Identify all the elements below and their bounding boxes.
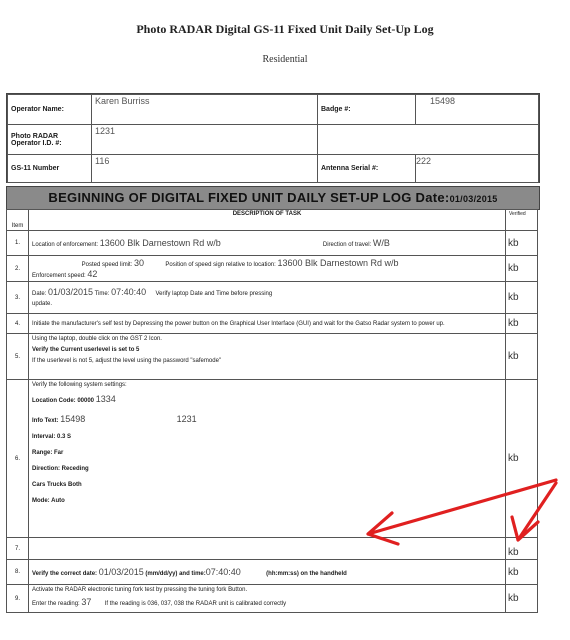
verified-initials: kb bbox=[506, 560, 538, 585]
tuning-fork-instruction: Activate the RADAR electronic tuning fork test by pressing the tuning fork Button. bbox=[32, 587, 248, 593]
banner-text: BEGINNING OF DIGITAL FIXED UNIT DAILY SET-UP LOG Date: bbox=[48, 190, 450, 205]
table-row bbox=[7, 256, 538, 282]
table-row bbox=[7, 282, 538, 314]
date-value: 01/03/2015 bbox=[48, 287, 94, 297]
table-row bbox=[7, 231, 538, 256]
time-label: Time: bbox=[94, 291, 110, 297]
document-subtitle: Residential bbox=[262, 54, 308, 65]
gst-instruction: Using the laptop, double click on the GST 2 Icon. bbox=[32, 336, 162, 342]
description-column-header: DESCRIPTION OF TASK bbox=[29, 210, 506, 231]
correct-date-label: Verify the correct date: bbox=[32, 571, 98, 577]
enforcement-speed-label: Enforcement speed: bbox=[32, 273, 86, 279]
handheld-time-value: 07:40:40 bbox=[205, 567, 241, 577]
table-row bbox=[7, 560, 538, 585]
row-number: 1. bbox=[7, 231, 29, 256]
task-description bbox=[29, 560, 506, 585]
banner-date: 01/03/2015 bbox=[449, 194, 498, 204]
info-text-value: 15498 bbox=[60, 414, 86, 424]
posted-speed-label: Posted speed limit: bbox=[81, 262, 133, 268]
vehicle-type-setting: Cars Trucks Both bbox=[32, 482, 82, 488]
task-description bbox=[29, 256, 506, 282]
userlevel-instruction: Verify the Current userlevel is set to 5 bbox=[32, 347, 140, 353]
handheld-suffix: (hh:mm:ss) on the handheld bbox=[266, 571, 347, 577]
time-value: 07:40:40 bbox=[111, 287, 147, 297]
reading-note: If the reading is 036, 037, 038 the RADAR unit is calibrated correctly bbox=[104, 601, 287, 607]
info-text-label: Info Text: bbox=[32, 418, 59, 424]
verified-initials: kb bbox=[506, 314, 538, 334]
mode-setting: Mode: Auto bbox=[32, 498, 65, 504]
operator-info-block bbox=[6, 93, 540, 183]
location-value: 13600 Blk Darnestown Rd w/b bbox=[99, 238, 221, 248]
location-code-value: 1334 bbox=[95, 394, 116, 404]
task-description bbox=[29, 585, 506, 613]
interval-setting: Interval: 0.3 S bbox=[32, 434, 72, 440]
time-label: (mm/dd/yy) and time: bbox=[145, 571, 206, 577]
verified-column-header: Verified bbox=[506, 210, 538, 231]
operator-name-label: Operator Name: bbox=[8, 95, 92, 125]
speed-sign-position-value: 13600 Blk Darnestown Rd w/b bbox=[277, 258, 399, 268]
info-text-value-secondary: 1231 bbox=[176, 414, 197, 424]
table-row bbox=[7, 538, 538, 560]
date-label: Date: bbox=[32, 291, 47, 297]
posted-speed-value: 30 bbox=[134, 258, 145, 268]
direction-value: W/B bbox=[372, 238, 390, 248]
item-column-header: Item bbox=[7, 210, 29, 231]
location-code-label: Location Code: 00000 bbox=[32, 398, 95, 404]
row-number: 2. bbox=[7, 256, 29, 282]
table-row bbox=[7, 314, 538, 334]
row-number: 9. bbox=[7, 585, 29, 613]
location-label: Location of enforcement: bbox=[32, 242, 99, 248]
row-number: 3. bbox=[7, 282, 29, 314]
operator-id-label: Photo RADAR Operator I.D. #: bbox=[8, 125, 92, 155]
settings-intro: Verify the following system settings: bbox=[32, 382, 127, 388]
operator-id-value: 1231 bbox=[92, 125, 318, 155]
empty-cell bbox=[318, 125, 539, 155]
verified-initials: kb bbox=[506, 585, 538, 613]
gs-number-label: GS-11 Number bbox=[8, 155, 92, 183]
operator-name-value: Karen Burriss bbox=[92, 95, 318, 125]
row-number: 5. bbox=[7, 334, 29, 380]
row-number: 6. bbox=[7, 380, 29, 538]
verified-initials: kb bbox=[506, 282, 538, 314]
handheld-date-value: 01/03/2015 bbox=[98, 567, 144, 577]
verified-initials: kb bbox=[506, 256, 538, 282]
task-table bbox=[6, 209, 538, 612]
task-description bbox=[29, 334, 506, 380]
task-description bbox=[29, 538, 506, 560]
verified-initials: kb bbox=[506, 231, 538, 256]
document-title: Photo RADAR Digital GS-11 Fixed Unit Daily Set-Up Log bbox=[136, 22, 434, 36]
table-row bbox=[7, 334, 538, 380]
speed-sign-position-label: Position of speed sign relative to location: bbox=[165, 262, 276, 268]
verified-initials: kb bbox=[506, 334, 538, 380]
antenna-serial-value: 222 bbox=[416, 155, 539, 183]
reading-value: 37 bbox=[81, 597, 92, 607]
row-number: 7. bbox=[7, 538, 29, 560]
task-description: Initiate the manufacturer's self test by Depressing the power button on the Graphical User Interface (GUI) and wait for the Gatso Radar system to power up. bbox=[29, 314, 506, 334]
verified-initials: kb bbox=[506, 538, 538, 560]
table-row bbox=[7, 380, 538, 538]
row-number: 4. bbox=[7, 314, 29, 334]
antenna-serial-label: Antenna Serial #: bbox=[318, 155, 416, 183]
verified-initials: kb bbox=[506, 380, 538, 538]
range-setting: Range: Far bbox=[32, 450, 64, 456]
badge-value: 15498 bbox=[416, 95, 539, 125]
task-description bbox=[29, 282, 506, 314]
reading-label: Enter the reading: bbox=[32, 601, 80, 607]
log-banner bbox=[6, 186, 540, 210]
verify-instruction: Verify laptop Date and Time before pressing bbox=[155, 291, 273, 297]
row-number: 8. bbox=[7, 560, 29, 585]
task-description bbox=[29, 380, 506, 538]
table-row bbox=[7, 585, 538, 613]
task-description bbox=[29, 231, 506, 256]
gs-number-value: 116 bbox=[92, 155, 318, 183]
direction-label: Direction of travel: bbox=[322, 242, 372, 248]
direction-setting: Direction: Receding bbox=[32, 466, 89, 472]
badge-label: Badge #: bbox=[318, 95, 416, 125]
verify-instruction-continued: update. bbox=[32, 301, 53, 307]
password-instruction: If the userlevel is not 5, adjust the level using the password "safemode" bbox=[32, 358, 222, 364]
enforcement-speed-value: 42 bbox=[87, 269, 98, 279]
